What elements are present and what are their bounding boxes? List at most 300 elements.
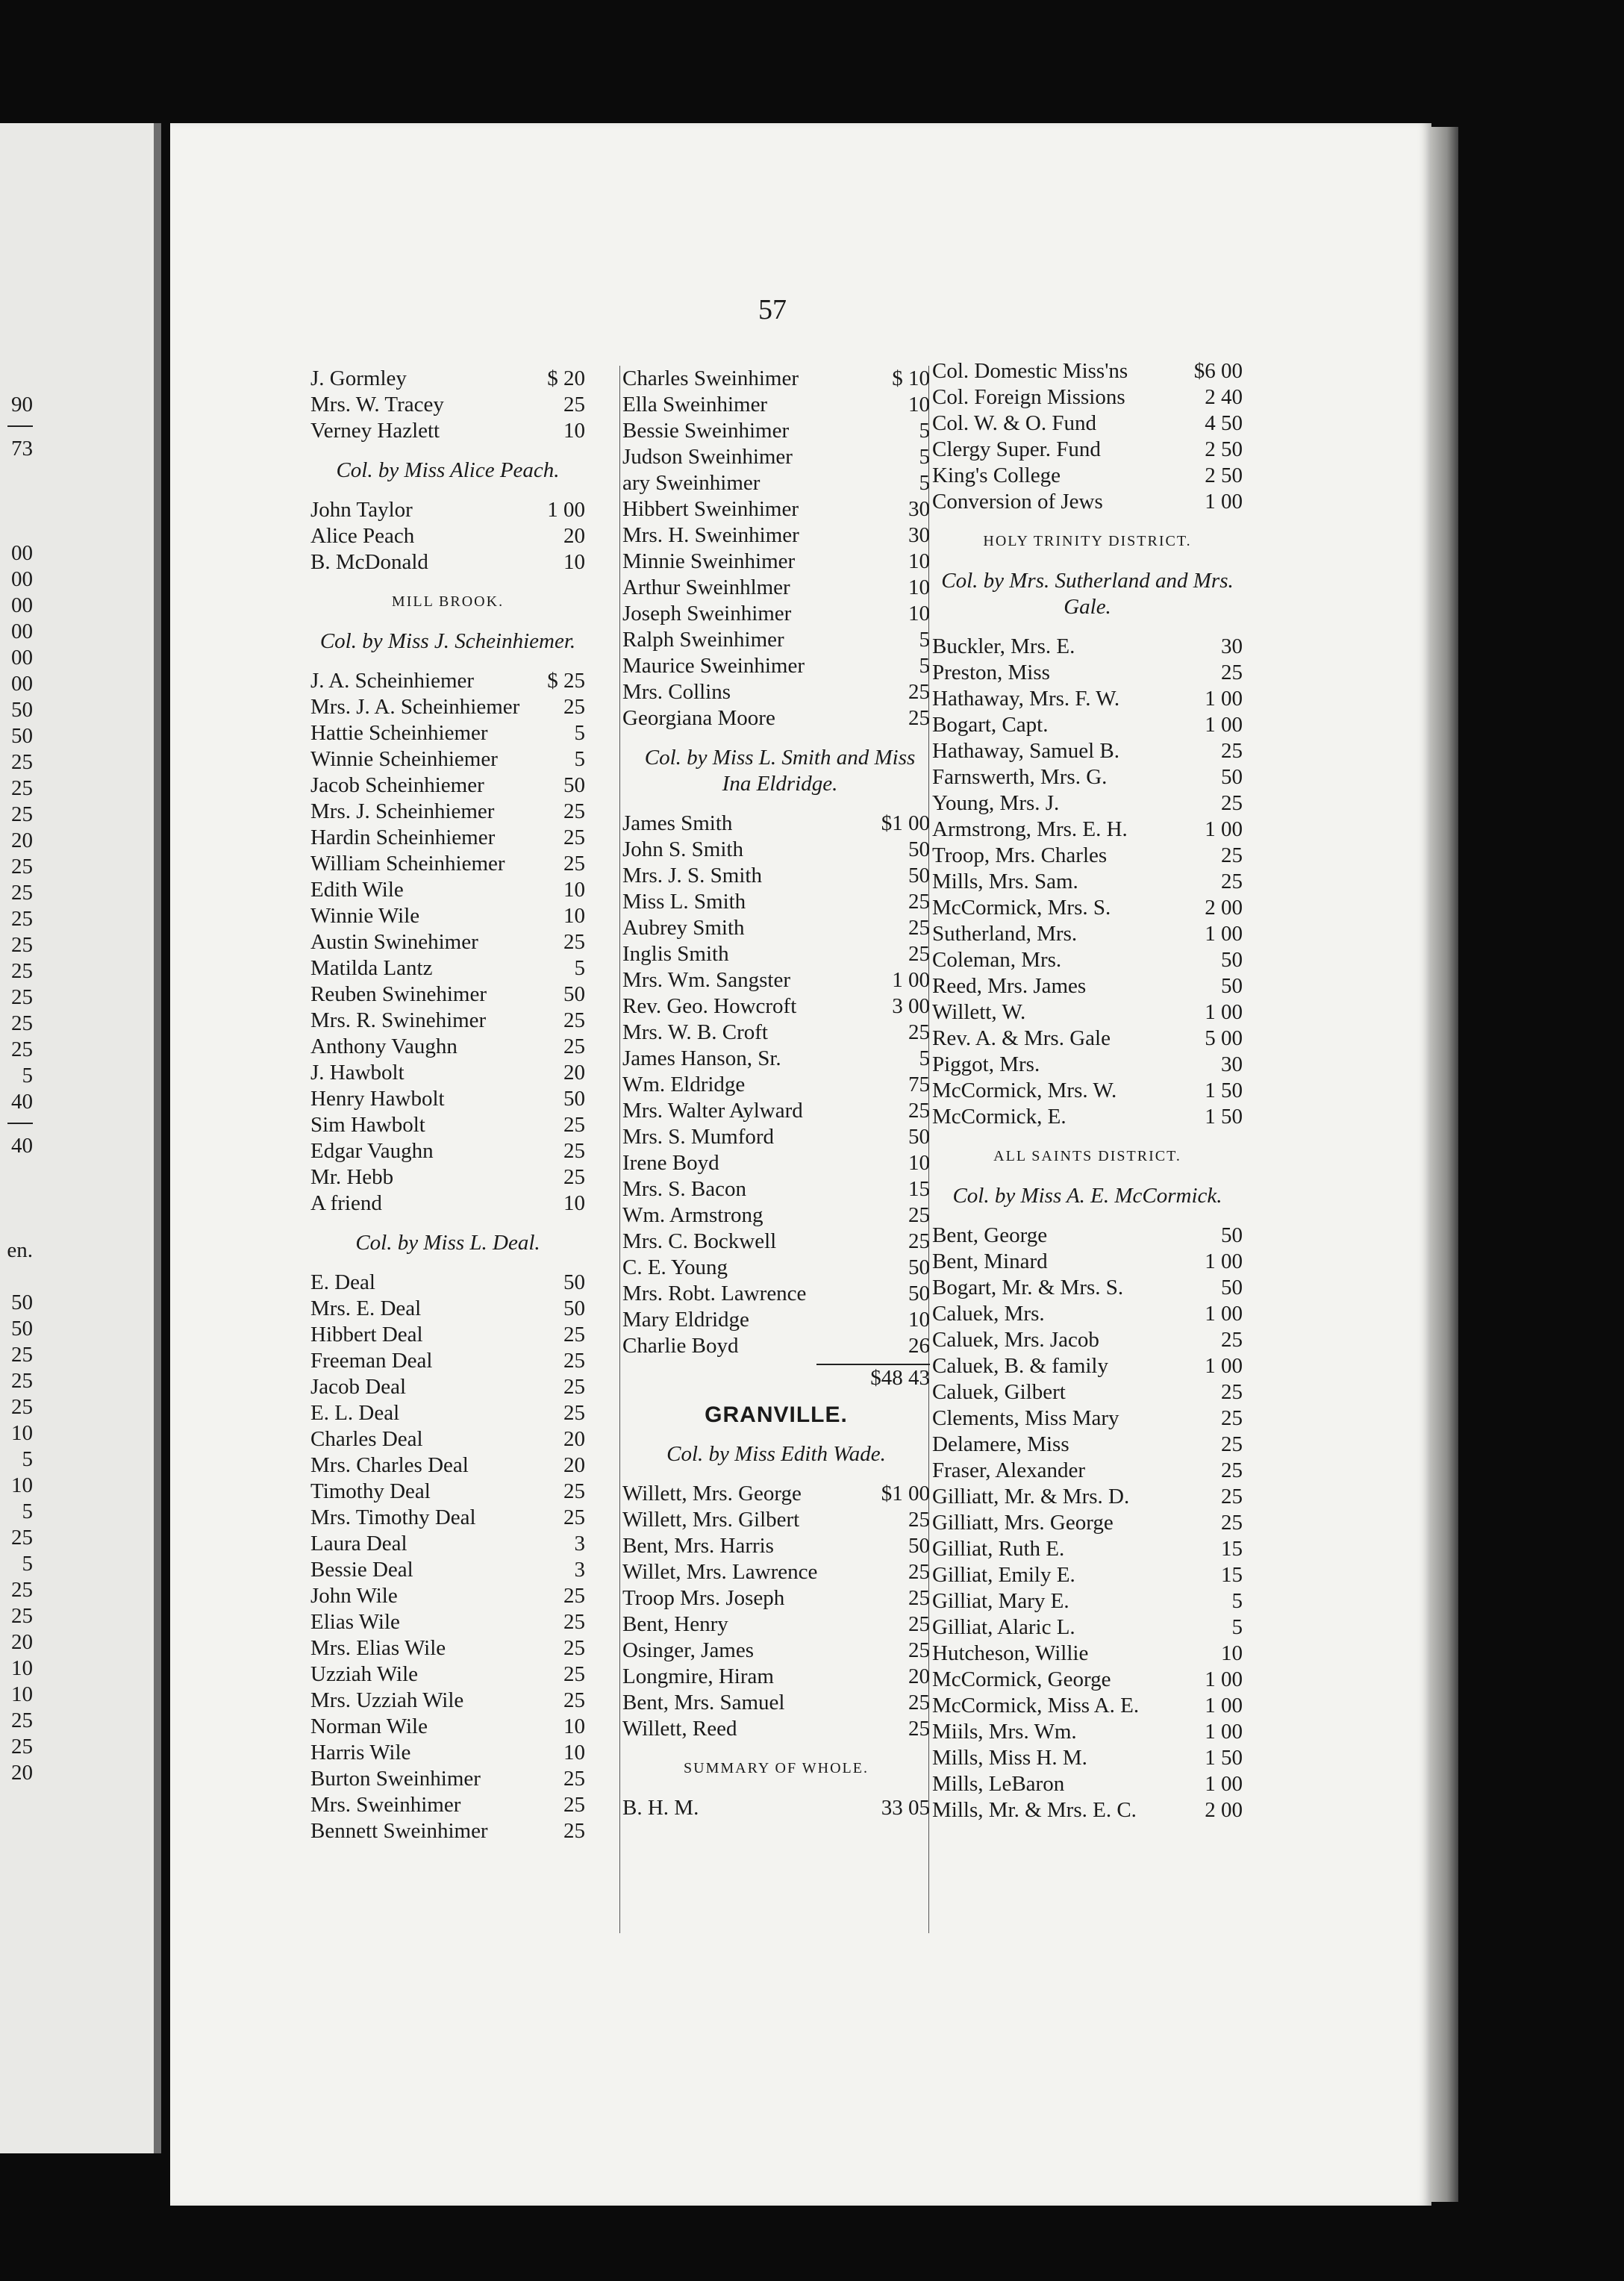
list-item	[932, 712, 1243, 738]
donor-name: Mrs. S. Mumford	[622, 1125, 775, 1149]
list-item	[622, 1202, 930, 1229]
list-item	[310, 1688, 585, 1714]
list-item	[310, 1086, 585, 1112]
list-item	[932, 1078, 1243, 1104]
donation-amount: 25	[563, 1636, 585, 1660]
list-item	[310, 851, 585, 877]
list-item	[622, 993, 930, 1020]
donor-name: Mrs. Collins	[622, 680, 731, 704]
donation-amount: 10	[563, 904, 585, 928]
donation-amount: 1 00	[547, 498, 585, 522]
list-item	[932, 1379, 1243, 1405]
donor-name: Hattie Scheinhiemer	[310, 721, 488, 745]
list-item	[622, 470, 930, 496]
list-item	[932, 660, 1243, 686]
donation-amount: 20	[563, 524, 585, 548]
donor-name: Mary Eldridge	[622, 1308, 749, 1332]
list-item	[932, 764, 1243, 790]
donor-name: Mrs. J. S. Smith	[622, 864, 762, 887]
donation-amount: 20	[563, 1453, 585, 1477]
margin-rule	[7, 1123, 33, 1124]
margin-number: 5	[22, 1552, 33, 1576]
donor-name: Hathaway, Samuel B.	[932, 739, 1120, 763]
donor-name: Timothy Deal	[310, 1479, 431, 1503]
margin-number: 25	[11, 1735, 33, 1759]
donation-amount: 25	[563, 1584, 585, 1608]
donation-amount: 10	[563, 1191, 585, 1215]
donor-name: Harris Wile	[310, 1741, 411, 1764]
list-item	[622, 941, 930, 967]
donation-amount: 20	[563, 1061, 585, 1085]
donor-name: King's College	[932, 464, 1061, 487]
donation-amount: 10	[908, 393, 930, 416]
donation-amount: 25	[908, 680, 930, 704]
donation-amount: 5	[919, 628, 930, 652]
donation-amount: 26	[908, 1334, 930, 1358]
donor-name: Caluek, Mrs.	[932, 1302, 1045, 1326]
donation-amount: 50	[1221, 1223, 1243, 1247]
donor-name: James Hanson, Sr.	[622, 1046, 781, 1070]
list-item	[932, 1510, 1243, 1536]
donor-name: Bent, Minard	[932, 1249, 1048, 1273]
donor-name: Reuben Swinehimer	[310, 982, 487, 1006]
list-item	[310, 1479, 585, 1505]
donor-name: McCormick, George	[932, 1667, 1111, 1691]
margin-number: 50	[11, 724, 33, 748]
donation-amount: 5	[919, 471, 930, 495]
list-item	[622, 575, 930, 601]
donation-amount: 1 00	[892, 968, 930, 992]
list-item	[622, 837, 930, 863]
donor-name: Mills, LeBaron	[932, 1772, 1065, 1796]
donation-amount: 50	[563, 982, 585, 1006]
list-item	[932, 1536, 1243, 1562]
donor-name: J. Gormley	[310, 366, 407, 390]
collector-heading: Col. by Miss L. Smith and Miss Ina Eldridge.	[644, 746, 916, 796]
list-item	[622, 549, 930, 575]
page-edge-shadow	[1430, 127, 1458, 2202]
list-item	[932, 1745, 1243, 1771]
donor-name: Irene Boyd	[622, 1151, 719, 1175]
donation-amount: 50	[563, 1087, 585, 1111]
list-item	[932, 1693, 1243, 1719]
collector-heading: Col. by Miss Alice Peach.	[336, 458, 560, 482]
donor-name: Caluek, B. & family	[932, 1354, 1108, 1378]
donor-name: ary Sweinhimer	[622, 471, 761, 495]
list-item	[932, 1223, 1243, 1249]
list-item	[622, 522, 930, 549]
left-page-fragment	[0, 123, 157, 2153]
list-item	[932, 1562, 1243, 1588]
donor-name: Freeman Deal	[310, 1349, 433, 1373]
collector-heading: Col. by Miss J. Scheinhiemer.	[319, 629, 576, 653]
donation-amount: $ 25	[547, 669, 585, 693]
list-item	[622, 601, 930, 627]
margin-number: 10	[11, 1421, 33, 1445]
donation-amount: 25	[563, 1165, 585, 1189]
margin-number: 00	[11, 593, 33, 617]
list-item	[310, 549, 585, 575]
donation-amount: 25	[1221, 1458, 1243, 1482]
donor-name: Bent, Mrs. Samuel	[622, 1691, 785, 1714]
donor-name: Uzziah Wile	[310, 1662, 419, 1686]
donor-name: Farnswerth, Mrs. G.	[932, 765, 1108, 789]
donation-amount: 1 50	[1205, 1746, 1243, 1770]
donation-amount: 50	[908, 1282, 930, 1305]
donor-name: Clements, Miss Mary	[932, 1406, 1119, 1430]
donation-amount: 1 00	[1205, 1000, 1243, 1024]
margin-number: 25	[11, 1037, 33, 1061]
donor-name: Mrs. W. Tracey	[310, 393, 444, 416]
donor-name: Miss L. Smith	[622, 890, 746, 914]
donor-name: Norman Wile	[310, 1714, 428, 1738]
donor-name: Bessie Sweinhimer	[622, 419, 790, 443]
donation-amount: 25	[563, 1479, 585, 1503]
donation-amount: 25	[563, 1793, 585, 1817]
donation-amount: 4 50	[1205, 411, 1243, 435]
donor-name: Mills, Mrs. Sam.	[932, 870, 1078, 893]
donor-name: Gilliatt, Mrs. George	[932, 1511, 1114, 1535]
donor-name: Edith Wile	[310, 878, 404, 902]
list-item	[932, 1719, 1243, 1745]
donor-name: Mills, Mr. & Mrs. E. C.	[932, 1798, 1137, 1822]
donor-name: Delamere, Miss	[932, 1432, 1069, 1456]
list-item	[622, 392, 930, 418]
list-item	[932, 973, 1243, 999]
donor-name: Mills, Miss H. M.	[932, 1746, 1087, 1770]
list-item	[932, 411, 1243, 437]
donor-name: E. Deal	[310, 1270, 375, 1294]
list-item	[932, 869, 1243, 895]
donation-amount: 1 00	[1205, 490, 1243, 514]
donor-name: Joseph Sweinhimer	[622, 602, 792, 625]
list-item	[622, 1098, 930, 1124]
list-group	[932, 1223, 1243, 1823]
donor-name: Osinger, James	[622, 1638, 755, 1662]
list-item	[622, 1307, 930, 1333]
donor-name: Willet, Mrs. Lawrence	[622, 1560, 818, 1584]
donation-amount: 5	[919, 654, 930, 678]
donation-amount: 50	[908, 1255, 930, 1279]
list-group	[622, 1795, 930, 1821]
list-item	[622, 863, 930, 889]
donation-amount: 25	[1221, 1380, 1243, 1404]
margin-number: 5	[22, 1447, 33, 1471]
donation-amount: 1 00	[1205, 1720, 1243, 1744]
donor-name: Jacob Deal	[310, 1375, 407, 1399]
list-group	[310, 497, 585, 575]
donation-amount: 25	[908, 916, 930, 940]
margin-number: 10	[11, 1473, 33, 1497]
donor-name: Willett, Reed	[622, 1717, 737, 1741]
donor-name: Charlie Boyd	[622, 1334, 739, 1358]
donor-name: Caluek, Gilbert	[932, 1380, 1066, 1404]
list-item	[622, 1229, 930, 1255]
donation-amount: 25	[563, 1323, 585, 1347]
list-item	[310, 366, 585, 392]
donation-amount: 25	[563, 695, 585, 719]
donation-amount: 1 00	[1205, 687, 1243, 711]
list-item	[310, 1609, 585, 1635]
donor-name: McCormick, E.	[932, 1105, 1066, 1129]
donor-name: Reed, Mrs. James	[932, 974, 1087, 998]
margin-number: 40	[11, 1090, 33, 1114]
list-item	[622, 1046, 930, 1072]
donation-amount: 2 40	[1205, 385, 1243, 409]
list-item	[932, 738, 1243, 764]
list-item	[932, 1588, 1243, 1614]
margin-number: 90	[11, 393, 33, 416]
donation-amount: 25	[563, 1375, 585, 1399]
margin-number: 25	[11, 855, 33, 879]
donation-amount: 50	[908, 1125, 930, 1149]
donation-amount: 25	[1221, 791, 1243, 815]
donation-amount: 50	[908, 837, 930, 861]
donor-name: Verney Hazlett	[310, 419, 440, 443]
list-item	[622, 1150, 930, 1176]
list-item	[310, 1322, 585, 1348]
margin-number	[0, 488, 33, 514]
column-rule-1	[619, 366, 620, 1933]
donor-name: Mrs. S. Bacon	[622, 1177, 746, 1201]
list-item	[310, 1008, 585, 1034]
donation-amount: $1 00	[881, 1482, 930, 1505]
donor-name: Conversion of Jews	[932, 490, 1103, 514]
donor-name: Hardin Scheinhiemer	[310, 826, 496, 849]
list-item	[310, 903, 585, 929]
list-item	[622, 653, 930, 679]
margin-number: 25	[11, 802, 33, 826]
list-item	[310, 1531, 585, 1557]
donation-amount: 1 00	[1205, 1354, 1243, 1378]
donation-amount: 1 00	[1205, 713, 1243, 737]
donor-name: Mrs. Walter Aylward	[622, 1099, 803, 1123]
donation-amount: 3	[574, 1558, 585, 1582]
donation-amount: 25	[563, 1139, 585, 1163]
margin-number: 20	[11, 1630, 33, 1654]
donation-amount: 10	[908, 549, 930, 573]
donation-amount: 50	[1221, 974, 1243, 998]
donation-amount: 25	[563, 1401, 585, 1425]
list-group	[310, 1270, 585, 1844]
margin-number: 25	[11, 1526, 33, 1550]
list-item	[310, 1374, 585, 1400]
list-item	[932, 1432, 1243, 1458]
donation-amount: 50	[563, 773, 585, 797]
list-item	[310, 825, 585, 851]
list-item	[310, 1505, 585, 1531]
donor-name: Winnie Wile	[310, 904, 420, 928]
list-item	[622, 1559, 930, 1585]
list-item	[310, 877, 585, 903]
donation-amount: 25	[563, 1662, 585, 1686]
donation-amount: 1 00	[1205, 1249, 1243, 1273]
donation-amount: 25	[908, 1717, 930, 1741]
list-item	[932, 358, 1243, 384]
donation-amount: 2 00	[1205, 1798, 1243, 1822]
donor-name: Bennett Sweinhimer	[310, 1819, 488, 1843]
donation-amount: 25	[908, 1586, 930, 1610]
margin-number: 00	[11, 567, 33, 591]
donation-amount: 5	[574, 747, 585, 771]
donation-amount: 50	[908, 864, 930, 887]
page-number: 57	[758, 294, 787, 325]
donor-name: Troop Mrs. Joseph	[622, 1586, 785, 1610]
list-item	[932, 947, 1243, 973]
donor-name: C. E. Young	[622, 1255, 728, 1279]
donor-name: John S. Smith	[622, 837, 743, 861]
donor-name: Mrs. Sweinhimer	[310, 1793, 461, 1817]
list-item	[932, 921, 1243, 947]
list-item	[932, 1667, 1243, 1693]
list-item	[622, 418, 930, 444]
list-item	[622, 1072, 930, 1098]
list-item	[310, 1452, 585, 1479]
donor-name: Mrs. Timothy Deal	[310, 1505, 476, 1529]
list-item	[310, 773, 585, 799]
donation-amount: 10	[563, 878, 585, 902]
list-item	[310, 799, 585, 825]
donor-name: Sutherland, Mrs.	[932, 922, 1078, 946]
donor-name: Elias Wile	[310, 1610, 400, 1634]
donation-amount: 25	[563, 1688, 585, 1712]
subtotal: $48 43	[816, 1364, 930, 1391]
donor-name: Hutcheson, Willie	[932, 1641, 1089, 1665]
donor-name: B. McDonald	[310, 550, 428, 574]
margin-number: 25	[11, 1395, 33, 1419]
list-item	[932, 1484, 1243, 1510]
margin-number: 50	[11, 698, 33, 722]
donation-amount: 10	[563, 1741, 585, 1764]
donor-name: Rev. A. & Mrs. Gale	[932, 1026, 1111, 1050]
donor-name: Burton Sweinhimer	[310, 1767, 481, 1791]
donation-amount: 1 00	[1205, 922, 1243, 946]
donor-name: Longmire, Hiram	[622, 1664, 774, 1688]
donation-amount: 25	[1221, 661, 1243, 684]
donation-amount: 3 00	[892, 994, 930, 1018]
margin-number: 50	[11, 1291, 33, 1314]
margin-number	[0, 1159, 33, 1185]
donation-amount: 50	[1221, 765, 1243, 789]
donor-name: Hibbert Sweinhimer	[622, 497, 799, 521]
left-page-edge	[154, 123, 161, 2153]
donation-amount: 1 50	[1205, 1105, 1243, 1129]
donation-amount: 15	[908, 1177, 930, 1201]
donation-amount: 25	[1221, 1406, 1243, 1430]
donation-amount: 50	[1221, 1276, 1243, 1299]
list-item	[932, 1797, 1243, 1823]
donation-amount: 25	[908, 1508, 930, 1532]
margin-number	[0, 462, 33, 488]
donation-amount: 25	[563, 852, 585, 876]
list-item	[310, 955, 585, 982]
donor-name: Gilliat, Emily E.	[932, 1563, 1075, 1587]
donor-name: John Taylor	[310, 498, 413, 522]
donation-amount: 25	[563, 826, 585, 849]
list-item	[932, 384, 1243, 411]
donor-name: Fraser, Alexander	[932, 1458, 1085, 1482]
donor-name: Gilliat, Ruth E.	[932, 1537, 1065, 1561]
donor-name: Mrs. J. Scheinhiemer	[310, 799, 495, 823]
district-heading: MILL BROOK.	[391, 593, 505, 610]
list-item	[622, 627, 930, 653]
donation-amount: $ 10	[892, 366, 930, 390]
list-item	[932, 489, 1243, 515]
margin-rule	[7, 425, 33, 427]
donor-name: Edgar Vaughn	[310, 1139, 434, 1163]
donation-amount: 30	[908, 523, 930, 547]
donation-amount: 2 50	[1205, 464, 1243, 487]
donor-name: Henry Hawbolt	[310, 1087, 445, 1111]
margin-number: 00	[11, 620, 33, 643]
list-item	[622, 1611, 930, 1638]
margin-number: 20	[11, 1761, 33, 1785]
donation-amount: 25	[908, 1229, 930, 1253]
list-item	[310, 1034, 585, 1060]
list-item	[932, 1104, 1243, 1130]
margin-number: 73	[11, 437, 33, 461]
donation-amount: 25	[1221, 1328, 1243, 1352]
margin-number: 25	[11, 1604, 33, 1628]
list-item	[310, 1635, 585, 1661]
list-item	[622, 915, 930, 941]
list-item	[622, 444, 930, 470]
donor-name: Hibbert Deal	[310, 1323, 423, 1347]
donor-name: Bogart, Capt.	[932, 713, 1049, 737]
donation-amount: 30	[1221, 634, 1243, 658]
donation-amount: 25	[563, 1349, 585, 1373]
donor-name: Maurice Sweinhimer	[622, 654, 805, 678]
list-item	[932, 634, 1243, 660]
donor-name: Hathaway, Mrs. F. W.	[932, 687, 1120, 711]
donation-amount: 1 50	[1205, 1079, 1243, 1102]
list-item	[622, 889, 930, 915]
donation-amount: 25	[563, 930, 585, 954]
list-item	[622, 1664, 930, 1690]
donation-amount: 25	[563, 393, 585, 416]
donation-amount: 25	[908, 1691, 930, 1714]
list-group	[622, 1481, 930, 1742]
list-item	[932, 1249, 1243, 1275]
donation-amount: 10	[908, 602, 930, 625]
margin-number: 25	[11, 881, 33, 905]
list-item	[932, 1641, 1243, 1667]
margin-number: 40	[11, 1134, 33, 1158]
collector-heading: Col. by Miss Edith Wade.	[666, 1442, 886, 1466]
donor-name: E. L. Deal	[310, 1401, 400, 1425]
list-item	[622, 1481, 930, 1507]
donation-amount: 25	[563, 1819, 585, 1843]
list-item	[622, 1281, 930, 1307]
list-item	[310, 1557, 585, 1583]
list-item	[310, 418, 585, 444]
margin-number: 25	[11, 1709, 33, 1732]
donor-name: Mrs. Elias Wile	[310, 1636, 446, 1660]
donation-amount: 25	[1221, 870, 1243, 893]
list-item	[932, 817, 1243, 843]
donor-name: A friend	[310, 1191, 382, 1215]
donor-name: Alice Peach	[310, 524, 415, 548]
donor-name: Judson Sweinhimer	[622, 445, 793, 469]
donation-amount: 25	[908, 1203, 930, 1227]
donor-name: Bent, George	[932, 1223, 1048, 1247]
donation-amount: 33 05	[881, 1796, 930, 1820]
donation-amount: 25	[908, 890, 930, 914]
margin-number: 25	[11, 959, 33, 983]
donor-name: Clergy Super. Fund	[932, 437, 1101, 461]
list-item	[932, 686, 1243, 712]
list-item	[932, 1052, 1243, 1078]
